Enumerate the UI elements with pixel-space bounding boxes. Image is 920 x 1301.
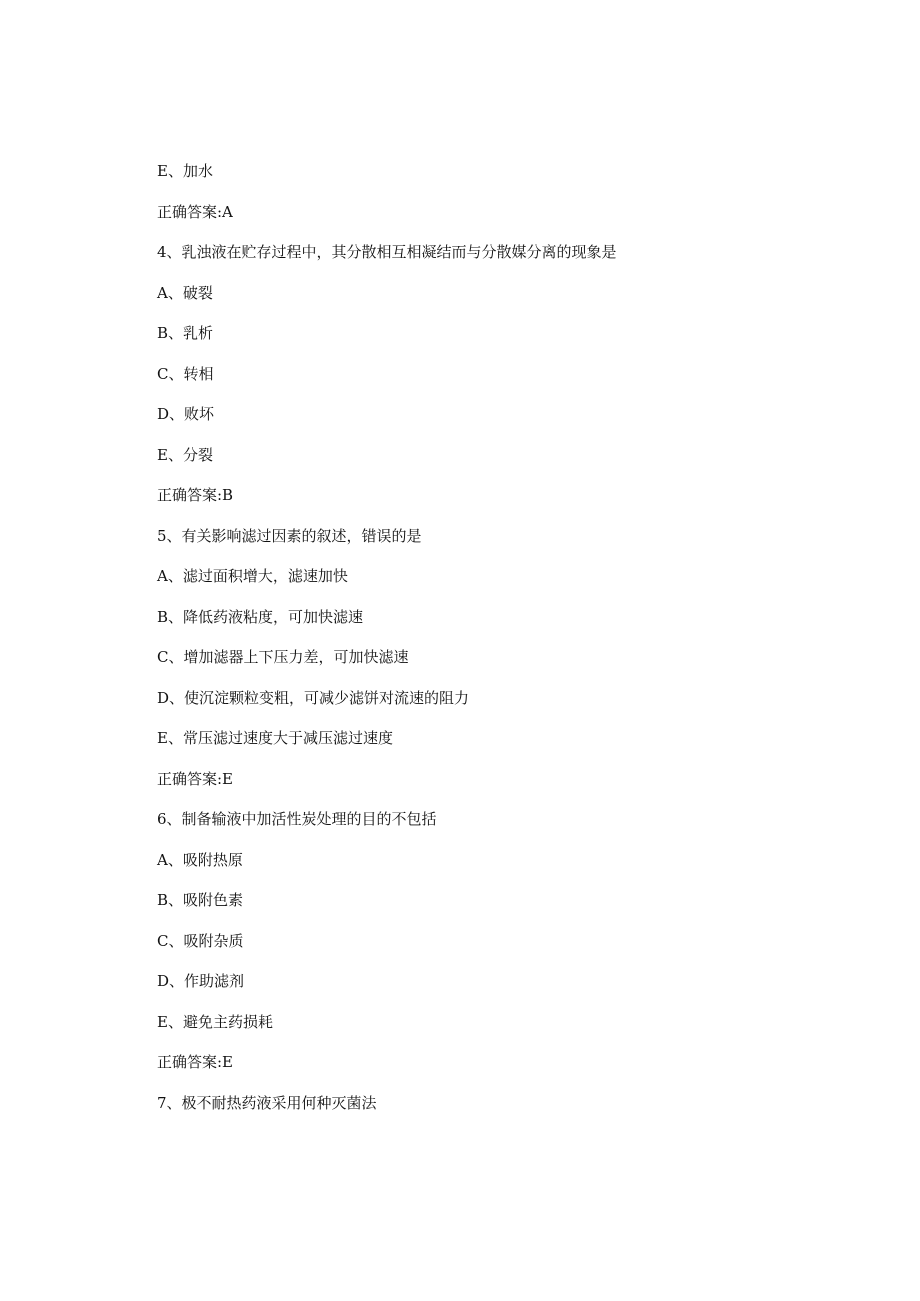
option-e: E、常压滤过速度大于减压滤过速度: [157, 729, 393, 747]
question-7: 7、极不耐热药液采用何种灭菌法: [157, 1093, 377, 1112]
option-c: C、转相: [157, 364, 214, 383]
answer-line: 正确答案:E: [157, 769, 234, 788]
option-b: B、乳析: [157, 324, 214, 342]
option-e: E、分裂: [157, 445, 213, 464]
question-6: 6、制备输液中加活性炭处理的目的不包括: [157, 810, 437, 828]
question-4: 4、乳浊液在贮存过程中，其分散相互相凝结而与分散媒分离的现象是: [157, 243, 617, 261]
option-e: E、避免主药损耗: [157, 1012, 273, 1031]
option-d: D、作助滤剂: [157, 972, 245, 990]
option-c: C、吸附杂质: [157, 931, 244, 950]
option-a: A、吸附热原: [157, 850, 243, 869]
option-c: C、增加滤器上下压力差，可加快滤速: [157, 648, 409, 666]
option-a: A、破裂: [157, 283, 213, 302]
answer-line: 正确答案:B: [157, 486, 234, 504]
option-d: D、使沉淀颗粒变粗，可减少滤饼对流速的阻力: [157, 688, 470, 707]
question-5: 5、有关影响滤过因素的叙述，错误的是: [157, 526, 422, 545]
option-e: E、加水: [157, 162, 213, 180]
answer-line: 正确答案:A: [157, 202, 233, 221]
answer-line: 正确答案:E: [157, 1053, 234, 1071]
option-b: B、吸附色素: [157, 891, 244, 909]
option-a: A、滤过面积增大，滤速加快: [157, 567, 348, 585]
option-b: B、降低药液粘度，可加快滤速: [157, 607, 364, 626]
question-text-block: [157, 161, 857, 1133]
option-d: D、败坏: [157, 405, 215, 423]
